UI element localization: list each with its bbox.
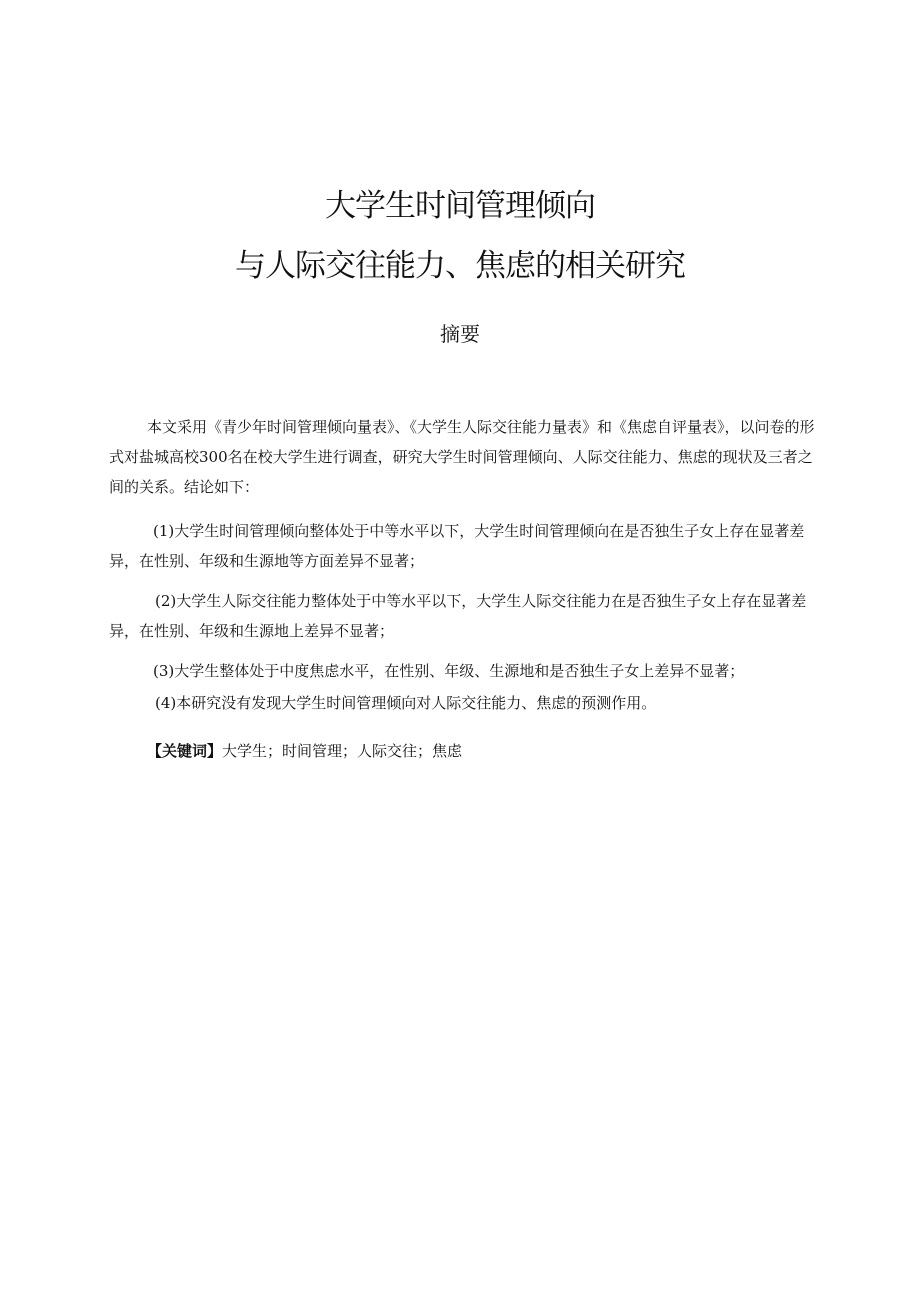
conclusion-1: (1)大学生时间管理倾向整体处于中等水平以下，大学生时间管理倾向在是否独生子女上存在显著差异，在性别、年级和生源地等方面差异不显著；: [109, 522, 805, 570]
abstract-intro-paragraph: 本文采用《青少年时间管理倾向量表》、《大学生人际交往能力量表》和《焦虑自评量表》，以问卷的形式对盐城高校300名在校大学生进行调查，研究大学生时间管理倾向、人际交往能力、焦虑的现状及三者之间的关系。结论如下：: [109, 418, 815, 496]
keywords-line: [147, 736, 462, 766]
title-line-2: 与人际交往能力、焦虑的相关研究: [235, 248, 685, 284]
conclusion-3: (3)大学生整体处于中度焦虑水平，在性别、年级、生源地和是否独生子女上差异不显著；: [153, 662, 745, 680]
keywords-list: 大学生；时间管理；人际交往；焦虑: [222, 742, 463, 760]
conclusion-4: (4)本研究没有发现大学生时间管理倾向对人际交往能力、焦虑的预测作用。: [155, 694, 657, 712]
keywords-label: 【关键词】: [147, 742, 223, 760]
abstract-heading: 摘要: [440, 322, 480, 346]
conclusion-2: (2)大学生人际交往能力整体处于中等水平以下，大学生人际交往能力在是否独生子女上存在显著差异，在性别、年级和生源地上差异不显著；: [109, 592, 807, 640]
title-line-1: 大学生时间管理倾向: [325, 188, 595, 224]
